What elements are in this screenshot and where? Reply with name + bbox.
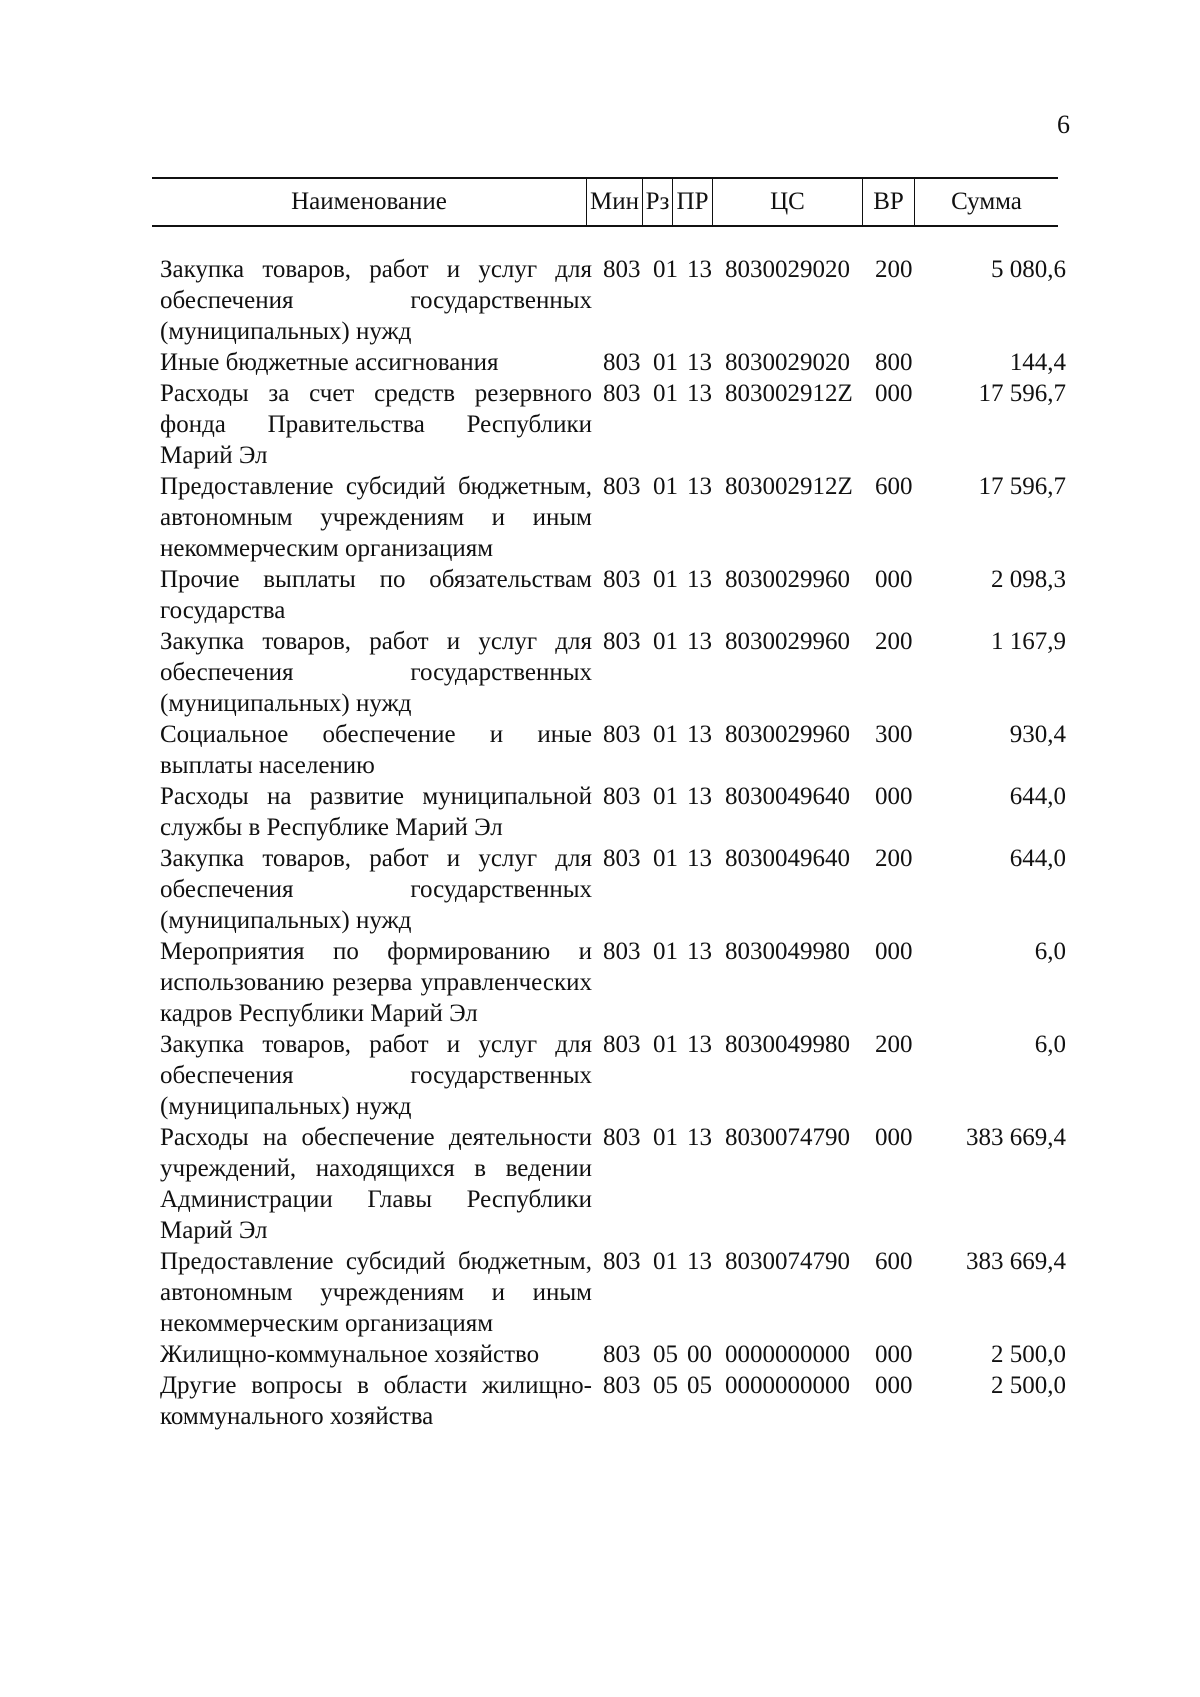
row-rz: 05 bbox=[653, 1372, 678, 1399]
table-row bbox=[0, 1029, 1200, 1122]
row-cs: 8030029960 bbox=[725, 721, 850, 748]
row-rz: 01 bbox=[653, 473, 678, 500]
row-cs: 8030029020 bbox=[725, 256, 850, 283]
row-min: 803 bbox=[603, 349, 641, 376]
table-row bbox=[0, 719, 1200, 781]
row-name: Закупка товаров, работ и услуг для обеспечения государственных (муниципальных) нужд bbox=[160, 256, 592, 345]
row-rz: 01 bbox=[653, 256, 678, 283]
row-vr: 000 bbox=[875, 380, 913, 407]
row-vr: 200 bbox=[875, 1031, 913, 1058]
row-pr: 05 bbox=[687, 1372, 712, 1399]
row-cs: 8030049640 bbox=[725, 845, 850, 872]
header-vr: ВР bbox=[862, 179, 914, 225]
row-cs: 8030049640 bbox=[725, 783, 850, 810]
row-rz: 01 bbox=[653, 628, 678, 655]
row-name: Расходы на развитие муниципальной службы в Республике Марий Эл bbox=[160, 783, 592, 841]
row-pr: 13 bbox=[687, 380, 712, 407]
row-cs: 8030029960 bbox=[725, 566, 850, 593]
row-name: Закупка товаров, работ и услуг для обеспечения государственных (муниципальных) нужд bbox=[160, 1031, 592, 1120]
row-sum: 383 669,4 bbox=[966, 1248, 1066, 1275]
row-rz: 01 bbox=[653, 721, 678, 748]
row-cs: 0000000000 bbox=[725, 1341, 850, 1368]
row-pr: 13 bbox=[687, 783, 712, 810]
row-rz: 01 bbox=[653, 938, 678, 965]
row-pr: 13 bbox=[687, 845, 712, 872]
row-sum: 1 167,9 bbox=[991, 628, 1066, 655]
row-min: 803 bbox=[603, 845, 641, 872]
row-min: 803 bbox=[603, 566, 641, 593]
row-min: 803 bbox=[603, 1372, 641, 1399]
row-vr: 000 bbox=[875, 783, 913, 810]
row-vr: 200 bbox=[875, 845, 913, 872]
row-pr: 13 bbox=[687, 1248, 712, 1275]
row-vr: 000 bbox=[875, 1124, 913, 1151]
row-name: Мероприятия по формированию и использованию резерва управленческих кадров Республики Марий Эл bbox=[160, 938, 592, 1027]
row-min: 803 bbox=[603, 938, 641, 965]
row-rz: 01 bbox=[653, 1031, 678, 1058]
row-sum: 2 500,0 bbox=[991, 1372, 1066, 1399]
table-row bbox=[0, 378, 1200, 471]
row-rz: 01 bbox=[653, 1124, 678, 1151]
row-pr: 13 bbox=[687, 349, 712, 376]
row-vr: 600 bbox=[875, 1248, 913, 1275]
table-row bbox=[0, 936, 1200, 1029]
table-row bbox=[0, 471, 1200, 564]
row-name: Другие вопросы в области жилищно-коммунального хозяйства bbox=[160, 1372, 592, 1430]
row-pr: 13 bbox=[687, 566, 712, 593]
row-min: 803 bbox=[603, 721, 641, 748]
table-row bbox=[0, 347, 1200, 378]
row-name: Прочие выплаты по обязательствам государства bbox=[160, 566, 592, 624]
row-sum: 6,0 bbox=[1034, 938, 1066, 965]
row-rz: 05 bbox=[653, 1341, 678, 1368]
row-name: Предоставление субсидий бюджетным, автономным учреждениям и иным некоммерческим организациям bbox=[160, 473, 592, 562]
row-vr: 800 bbox=[875, 349, 913, 376]
row-min: 803 bbox=[603, 1124, 641, 1151]
row-name: Иные бюджетные ассигнования bbox=[160, 349, 499, 376]
row-min: 803 bbox=[603, 380, 641, 407]
row-rz: 01 bbox=[653, 783, 678, 810]
row-sum: 17 596,7 bbox=[978, 473, 1066, 500]
header-cs: ЦС bbox=[712, 179, 862, 225]
row-pr: 13 bbox=[687, 628, 712, 655]
row-vr: 000 bbox=[875, 566, 913, 593]
row-name: Расходы на обеспечение деятельности учреждений, находящихся в ведении Администрации Главы Республики Марий Эл bbox=[160, 1124, 592, 1244]
table-row bbox=[0, 1339, 1200, 1370]
page-number: 6 bbox=[1057, 110, 1070, 139]
row-vr: 000 bbox=[875, 938, 913, 965]
row-pr: 13 bbox=[687, 1124, 712, 1151]
row-cs: 8030049980 bbox=[725, 938, 850, 965]
row-rz: 01 bbox=[653, 1248, 678, 1275]
row-name: Закупка товаров, работ и услуг для обеспечения государственных (муниципальных) нужд bbox=[160, 845, 592, 934]
row-cs: 8030049980 bbox=[725, 1031, 850, 1058]
row-vr: 200 bbox=[875, 628, 913, 655]
row-min: 803 bbox=[603, 1248, 641, 1275]
row-cs: 803002912Z bbox=[725, 380, 853, 407]
table-row bbox=[0, 564, 1200, 626]
table-row bbox=[0, 1122, 1200, 1246]
row-sum: 644,0 bbox=[1009, 845, 1066, 872]
row-sum: 383 669,4 bbox=[966, 1124, 1066, 1151]
header-sum: Сумма bbox=[914, 179, 1058, 225]
row-pr: 13 bbox=[687, 721, 712, 748]
row-rz: 01 bbox=[653, 566, 678, 593]
row-sum: 644,0 bbox=[1009, 783, 1066, 810]
table-header bbox=[152, 177, 1058, 227]
row-vr: 000 bbox=[875, 1372, 913, 1399]
row-vr: 200 bbox=[875, 256, 913, 283]
header-rz: Рз bbox=[642, 179, 672, 225]
table-body bbox=[0, 254, 1200, 1432]
row-sum: 2 098,3 bbox=[991, 566, 1066, 593]
row-pr: 13 bbox=[687, 1031, 712, 1058]
row-name: Социальное обеспечение и иные выплаты населению bbox=[160, 721, 592, 779]
row-sum: 17 596,7 bbox=[978, 380, 1066, 407]
row-sum: 2 500,0 bbox=[991, 1341, 1066, 1368]
table-row bbox=[0, 626, 1200, 719]
table-row bbox=[0, 1370, 1200, 1432]
row-rz: 01 bbox=[653, 349, 678, 376]
row-cs: 8030029020 bbox=[725, 349, 850, 376]
row-pr: 00 bbox=[687, 1341, 712, 1368]
row-cs: 803002912Z bbox=[725, 473, 853, 500]
header-name: Наименование bbox=[291, 188, 447, 215]
row-cs: 8030029960 bbox=[725, 628, 850, 655]
row-pr: 13 bbox=[687, 473, 712, 500]
row-sum: 930,4 bbox=[1009, 721, 1066, 748]
table-row bbox=[0, 781, 1200, 843]
row-cs: 8030074790 bbox=[725, 1124, 850, 1151]
row-min: 803 bbox=[603, 628, 641, 655]
row-name: Предоставление субсидий бюджетным, автономным учреждениям и иным некоммерческим организациям bbox=[160, 1248, 592, 1337]
row-min: 803 bbox=[603, 1031, 641, 1058]
row-cs: 8030074790 bbox=[725, 1248, 850, 1275]
row-name: Жилищно-коммунальное хозяйство bbox=[160, 1341, 540, 1368]
row-min: 803 bbox=[603, 783, 641, 810]
row-sum: 5 080,6 bbox=[991, 256, 1066, 283]
row-name: Закупка товаров, работ и услуг для обеспечения государственных (муниципальных) нужд bbox=[160, 628, 592, 717]
header-min: Мин bbox=[586, 179, 642, 225]
row-min: 803 bbox=[603, 1341, 641, 1368]
row-pr: 13 bbox=[687, 938, 712, 965]
row-sum: 144,4 bbox=[1009, 349, 1066, 376]
row-min: 803 bbox=[603, 256, 641, 283]
row-vr: 300 bbox=[875, 721, 913, 748]
row-rz: 01 bbox=[653, 845, 678, 872]
header-pr: ПР bbox=[672, 179, 712, 225]
row-name: Расходы за счет средств резервного фонда Правительства Республики Марий Эл bbox=[160, 380, 592, 469]
row-rz: 01 bbox=[653, 380, 678, 407]
table-row bbox=[0, 254, 1200, 347]
table-row bbox=[0, 843, 1200, 936]
row-min: 803 bbox=[603, 473, 641, 500]
row-vr: 000 bbox=[875, 1341, 913, 1368]
table-row bbox=[0, 1246, 1200, 1339]
row-cs: 0000000000 bbox=[725, 1372, 850, 1399]
row-pr: 13 bbox=[687, 256, 712, 283]
row-vr: 600 bbox=[875, 473, 913, 500]
row-sum: 6,0 bbox=[1034, 1031, 1066, 1058]
